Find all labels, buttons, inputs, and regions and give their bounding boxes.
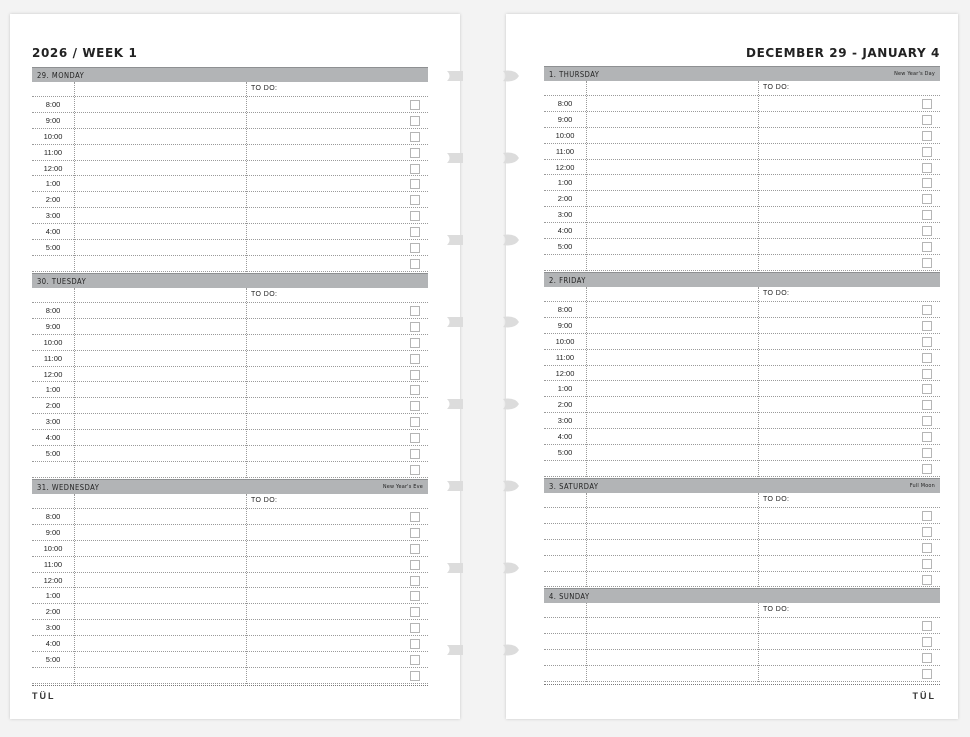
day-header xyxy=(544,478,940,493)
todo-checkbox[interactable] xyxy=(922,559,932,569)
todo-label: TO DO: xyxy=(763,606,790,613)
day-label: 4. SUNDAY xyxy=(549,591,590,601)
day-rows xyxy=(32,494,428,684)
time-slot-row[interactable] xyxy=(544,175,940,191)
time-label: 10:00 xyxy=(555,130,575,140)
column-divider xyxy=(74,288,75,478)
todo-checkbox[interactable] xyxy=(410,227,420,237)
time-label: 9:00 xyxy=(45,527,61,537)
time-slot-row[interactable] xyxy=(544,397,940,413)
time-label: 8:00 xyxy=(45,100,61,109)
time-slot-row[interactable] xyxy=(32,145,428,161)
time-label: 2:00 xyxy=(45,401,61,411)
day-note: New Year's Day xyxy=(894,71,935,77)
time-slot-row[interactable] xyxy=(32,351,428,367)
time-slot-row[interactable] xyxy=(544,650,940,666)
todo-checkbox[interactable] xyxy=(410,544,420,554)
time-slot-row[interactable] xyxy=(32,319,428,335)
day-block xyxy=(32,67,428,272)
time-label: 2:00 xyxy=(45,195,61,205)
time-label: 11:00 xyxy=(43,559,63,569)
time-label: 5:00 xyxy=(45,655,61,665)
time-label: 3:00 xyxy=(45,623,61,633)
time-label: 8:00 xyxy=(45,306,61,315)
time-slot-row[interactable] xyxy=(32,446,428,462)
time-label: 12:00 xyxy=(555,162,575,172)
time-label: 5:00 xyxy=(557,448,573,458)
time-label: 9:00 xyxy=(557,320,573,330)
time-slot-row[interactable] xyxy=(32,604,428,620)
time-slot-row[interactable] xyxy=(32,256,428,272)
time-slot-row[interactable] xyxy=(544,540,940,556)
day-header xyxy=(32,479,428,494)
time-label: 12:00 xyxy=(43,163,63,173)
time-slot-row[interactable] xyxy=(544,96,940,112)
page-bottom-rule xyxy=(32,685,428,686)
todo-checkbox[interactable] xyxy=(410,639,420,649)
time-slot-row[interactable] xyxy=(32,573,428,589)
todo-header-row xyxy=(544,603,940,618)
time-label: 12:00 xyxy=(555,368,575,378)
day-note: New Year's Eve xyxy=(382,484,423,490)
column-divider xyxy=(246,82,247,272)
time-label: 3:00 xyxy=(45,417,61,427)
time-slot-row[interactable] xyxy=(32,97,428,113)
time-slot-row[interactable] xyxy=(544,128,940,144)
binder-ring-icon xyxy=(503,150,527,166)
time-slot-row[interactable] xyxy=(544,556,940,572)
todo-checkbox[interactable] xyxy=(410,195,420,205)
day-rows xyxy=(32,82,428,272)
time-label: 4:00 xyxy=(557,432,573,442)
time-slot-row[interactable] xyxy=(544,413,940,429)
day-rows xyxy=(544,603,940,682)
todo-checkbox[interactable] xyxy=(922,575,932,585)
date-range-title: DECEMBER 29 - JANUARY 4 xyxy=(746,46,940,60)
column-divider xyxy=(246,494,247,684)
time-label: 4:00 xyxy=(45,433,61,443)
todo-checkbox[interactable] xyxy=(410,354,420,364)
todo-checkbox[interactable] xyxy=(922,305,932,315)
todo-checkbox[interactable] xyxy=(410,512,420,522)
todo-checkbox[interactable] xyxy=(410,591,420,601)
binder-ring-icon xyxy=(503,478,527,494)
time-slot-row[interactable] xyxy=(544,381,940,397)
time-slot-row[interactable] xyxy=(544,666,940,682)
binder-ring-icon xyxy=(503,560,527,576)
todo-header-row xyxy=(544,493,940,508)
todo-label: TO DO: xyxy=(251,85,278,92)
right-planner-page xyxy=(506,14,958,719)
day-rows xyxy=(544,493,940,587)
todo-checkbox[interactable] xyxy=(922,527,932,537)
todo-checkbox[interactable] xyxy=(410,433,420,443)
time-slot-row[interactable] xyxy=(32,462,428,478)
column-divider xyxy=(246,288,247,478)
time-label: 4:00 xyxy=(45,639,61,649)
todo-checkbox[interactable] xyxy=(922,178,932,188)
time-slot-row[interactable] xyxy=(32,414,428,430)
binder-ring-icon xyxy=(445,396,469,412)
todo-header-row xyxy=(544,287,940,302)
time-slot-row[interactable] xyxy=(544,350,940,366)
day-header xyxy=(544,272,940,287)
todo-checkbox[interactable] xyxy=(410,623,420,633)
time-slot-row[interactable] xyxy=(544,318,940,334)
binder-ring-icon xyxy=(445,68,469,84)
todo-checkbox[interactable] xyxy=(922,99,932,109)
todo-header-row xyxy=(32,494,428,509)
brand-logo: TÜL xyxy=(32,691,56,701)
time-slot-row[interactable] xyxy=(32,588,428,604)
day-rows xyxy=(32,288,428,478)
todo-checkbox[interactable] xyxy=(410,211,420,221)
time-slot-row[interactable] xyxy=(32,382,428,398)
time-label: 9:00 xyxy=(557,114,573,124)
todo-checkbox[interactable] xyxy=(922,337,932,347)
column-divider xyxy=(758,287,759,477)
time-slot-row[interactable] xyxy=(32,509,428,525)
time-label: 1:00 xyxy=(557,384,573,394)
day-label: 29. MONDAY xyxy=(37,70,85,80)
time-label: 11:00 xyxy=(43,147,63,157)
todo-checkbox[interactable] xyxy=(410,259,420,269)
time-label: 12:00 xyxy=(43,575,63,585)
time-slot-row[interactable] xyxy=(544,445,940,461)
binder-ring-icon xyxy=(445,560,469,576)
binder-ring-icon xyxy=(445,314,469,330)
day-label: 30. TUESDAY xyxy=(37,276,87,286)
time-slot-row[interactable] xyxy=(544,239,940,255)
time-slot-row[interactable] xyxy=(544,302,940,318)
column-divider xyxy=(758,493,759,587)
todo-checkbox[interactable] xyxy=(922,464,932,474)
time-slot-row[interactable] xyxy=(32,240,428,256)
time-slot-row[interactable] xyxy=(32,620,428,636)
todo-checkbox[interactable] xyxy=(410,607,420,617)
todo-checkbox[interactable] xyxy=(410,306,420,316)
time-slot-row[interactable] xyxy=(32,652,428,668)
time-slot-row[interactable] xyxy=(32,636,428,652)
time-slot-row[interactable] xyxy=(544,429,940,445)
binder-ring-icon xyxy=(503,68,527,84)
time-label: 3:00 xyxy=(557,210,573,220)
time-slot-row[interactable] xyxy=(544,144,940,160)
todo-checkbox[interactable] xyxy=(410,100,420,110)
time-slot-row[interactable] xyxy=(544,223,940,239)
column-divider xyxy=(586,287,587,477)
todo-checkbox[interactable] xyxy=(410,560,420,570)
todo-checkbox[interactable] xyxy=(410,179,420,189)
todo-checkbox[interactable] xyxy=(922,226,932,236)
time-label: 10:00 xyxy=(555,336,575,346)
time-slot-row[interactable] xyxy=(32,541,428,557)
todo-checkbox[interactable] xyxy=(922,432,932,442)
time-label: 5:00 xyxy=(45,243,61,253)
todo-header-row xyxy=(32,82,428,97)
time-label: 1:00 xyxy=(45,385,61,395)
todo-checkbox[interactable] xyxy=(410,465,420,475)
day-header xyxy=(544,588,940,603)
day-label: 2. FRIDAY xyxy=(549,275,586,285)
time-label: 8:00 xyxy=(557,305,573,314)
time-slot-row[interactable] xyxy=(544,634,940,650)
time-slot-row[interactable] xyxy=(32,367,428,383)
time-label: 8:00 xyxy=(557,99,573,108)
time-label: 9:00 xyxy=(45,115,61,125)
day-block xyxy=(544,478,940,587)
todo-checkbox[interactable] xyxy=(922,147,932,157)
time-slot-row[interactable] xyxy=(32,398,428,414)
todo-checkbox[interactable] xyxy=(922,543,932,553)
time-slot-row[interactable] xyxy=(32,668,428,684)
todo-checkbox[interactable] xyxy=(410,164,420,174)
time-label: 11:00 xyxy=(555,352,575,362)
column-divider xyxy=(758,603,759,682)
todo-checkbox[interactable] xyxy=(922,653,932,663)
todo-checkbox[interactable] xyxy=(410,417,420,427)
todo-label: TO DO: xyxy=(763,496,790,503)
time-slot-row[interactable] xyxy=(32,303,428,319)
time-label: 2:00 xyxy=(557,194,573,204)
time-label: 4:00 xyxy=(557,226,573,236)
column-divider xyxy=(74,82,75,272)
todo-label: TO DO: xyxy=(251,497,278,504)
todo-checkbox[interactable] xyxy=(410,576,420,586)
todo-checkbox[interactable] xyxy=(922,511,932,521)
time-slot-row[interactable] xyxy=(544,207,940,223)
todo-checkbox[interactable] xyxy=(922,353,932,363)
time-label: 2:00 xyxy=(557,400,573,410)
time-label: 1:00 xyxy=(45,591,61,601)
day-block xyxy=(32,479,428,684)
todo-checkbox[interactable] xyxy=(922,384,932,394)
time-slot-row[interactable] xyxy=(32,208,428,224)
column-divider xyxy=(758,81,759,271)
todo-header-row xyxy=(544,81,940,96)
todo-checkbox[interactable] xyxy=(922,321,932,331)
todo-checkbox[interactable] xyxy=(410,528,420,538)
time-slot-row[interactable] xyxy=(544,461,940,477)
binder-ring-icon xyxy=(503,232,527,248)
time-slot-row[interactable] xyxy=(32,430,428,446)
todo-checkbox[interactable] xyxy=(922,637,932,647)
todo-checkbox[interactable] xyxy=(922,163,932,173)
todo-checkbox[interactable] xyxy=(922,448,932,458)
time-label: 11:00 xyxy=(43,353,63,363)
todo-checkbox[interactable] xyxy=(410,401,420,411)
day-header xyxy=(544,66,940,81)
left-planner-page xyxy=(10,14,460,719)
time-slot-row[interactable] xyxy=(32,176,428,192)
binder-ring-icon xyxy=(445,478,469,494)
todo-label: TO DO: xyxy=(251,291,278,298)
time-label: 10:00 xyxy=(43,337,63,347)
time-slot-row[interactable] xyxy=(32,192,428,208)
time-slot-row[interactable] xyxy=(544,112,940,128)
column-divider xyxy=(74,494,75,684)
day-rows xyxy=(544,81,940,271)
day-header xyxy=(32,67,428,82)
binder-ring-icon xyxy=(503,314,527,330)
page-bottom-rule xyxy=(544,684,940,685)
time-slot-row[interactable] xyxy=(32,224,428,240)
time-slot-row[interactable] xyxy=(32,129,428,145)
todo-checkbox[interactable] xyxy=(922,369,932,379)
time-label: 2:00 xyxy=(45,607,61,617)
time-label: 11:00 xyxy=(555,146,575,156)
week-title: 2026 / WEEK 1 xyxy=(32,46,138,60)
binder-ring-icon xyxy=(503,642,527,658)
binder-ring-icon xyxy=(445,642,469,658)
day-rows xyxy=(544,287,940,477)
day-label: 3. SATURDAY xyxy=(549,481,599,491)
column-divider xyxy=(586,493,587,587)
time-label: 8:00 xyxy=(45,512,61,521)
time-label: 12:00 xyxy=(43,369,63,379)
column-divider xyxy=(586,603,587,682)
time-label: 1:00 xyxy=(557,178,573,188)
day-label: 31. WEDNESDAY xyxy=(37,482,100,492)
day-label: 1. THURSDAY xyxy=(549,69,600,79)
todo-checkbox[interactable] xyxy=(922,242,932,252)
binder-ring-icon xyxy=(445,150,469,166)
time-label: 4:00 xyxy=(45,227,61,237)
todo-checkbox[interactable] xyxy=(922,131,932,141)
time-label: 10:00 xyxy=(43,543,63,553)
todo-checkbox[interactable] xyxy=(410,338,420,348)
time-slot-row[interactable] xyxy=(32,113,428,129)
time-label: 10:00 xyxy=(43,131,63,141)
day-header xyxy=(32,273,428,288)
time-slot-row[interactable] xyxy=(32,557,428,573)
todo-checkbox[interactable] xyxy=(922,400,932,410)
todo-checkbox[interactable] xyxy=(410,243,420,253)
time-slot-row[interactable] xyxy=(544,366,940,382)
time-slot-row[interactable] xyxy=(32,335,428,351)
day-block xyxy=(544,272,940,477)
time-slot-row[interactable] xyxy=(544,160,940,176)
todo-checkbox[interactable] xyxy=(410,449,420,459)
time-slot-row[interactable] xyxy=(32,161,428,177)
todo-checkbox[interactable] xyxy=(410,655,420,665)
time-slot-row[interactable] xyxy=(544,191,940,207)
time-slot-row[interactable] xyxy=(544,255,940,271)
todo-checkbox[interactable] xyxy=(410,671,420,681)
todo-header-row xyxy=(32,288,428,303)
todo-checkbox[interactable] xyxy=(922,416,932,426)
time-slot-row[interactable] xyxy=(32,525,428,541)
day-block xyxy=(544,588,940,682)
time-slot-row[interactable] xyxy=(544,572,940,588)
binder-ring-icon xyxy=(503,396,527,412)
todo-checkbox[interactable] xyxy=(922,669,932,679)
todo-checkbox[interactable] xyxy=(410,385,420,395)
todo-label: TO DO: xyxy=(763,84,790,91)
day-note: Full Moon xyxy=(909,483,935,489)
todo-checkbox[interactable] xyxy=(922,210,932,220)
brand-logo: TÜL xyxy=(912,691,936,701)
day-block xyxy=(32,273,428,478)
time-label: 5:00 xyxy=(557,242,573,252)
todo-checkbox[interactable] xyxy=(922,621,932,631)
time-slot-row[interactable] xyxy=(544,524,940,540)
todo-checkbox[interactable] xyxy=(922,258,932,268)
todo-checkbox[interactable] xyxy=(410,116,420,126)
day-block xyxy=(544,66,940,271)
todo-checkbox[interactable] xyxy=(410,370,420,380)
time-label: 9:00 xyxy=(45,321,61,331)
time-label: 1:00 xyxy=(45,179,61,189)
time-label: 3:00 xyxy=(45,211,61,221)
time-label: 5:00 xyxy=(45,449,61,459)
time-label: 3:00 xyxy=(557,416,573,426)
todo-checkbox[interactable] xyxy=(410,322,420,332)
column-divider xyxy=(586,81,587,271)
todo-label: TO DO: xyxy=(763,290,790,297)
binder-ring-icon xyxy=(445,232,469,248)
todo-checkbox[interactable] xyxy=(922,194,932,204)
todo-checkbox[interactable] xyxy=(410,132,420,142)
time-slot-row[interactable] xyxy=(544,334,940,350)
time-slot-row[interactable] xyxy=(544,508,940,524)
todo-checkbox[interactable] xyxy=(410,148,420,158)
todo-checkbox[interactable] xyxy=(922,115,932,125)
time-slot-row[interactable] xyxy=(544,618,940,634)
